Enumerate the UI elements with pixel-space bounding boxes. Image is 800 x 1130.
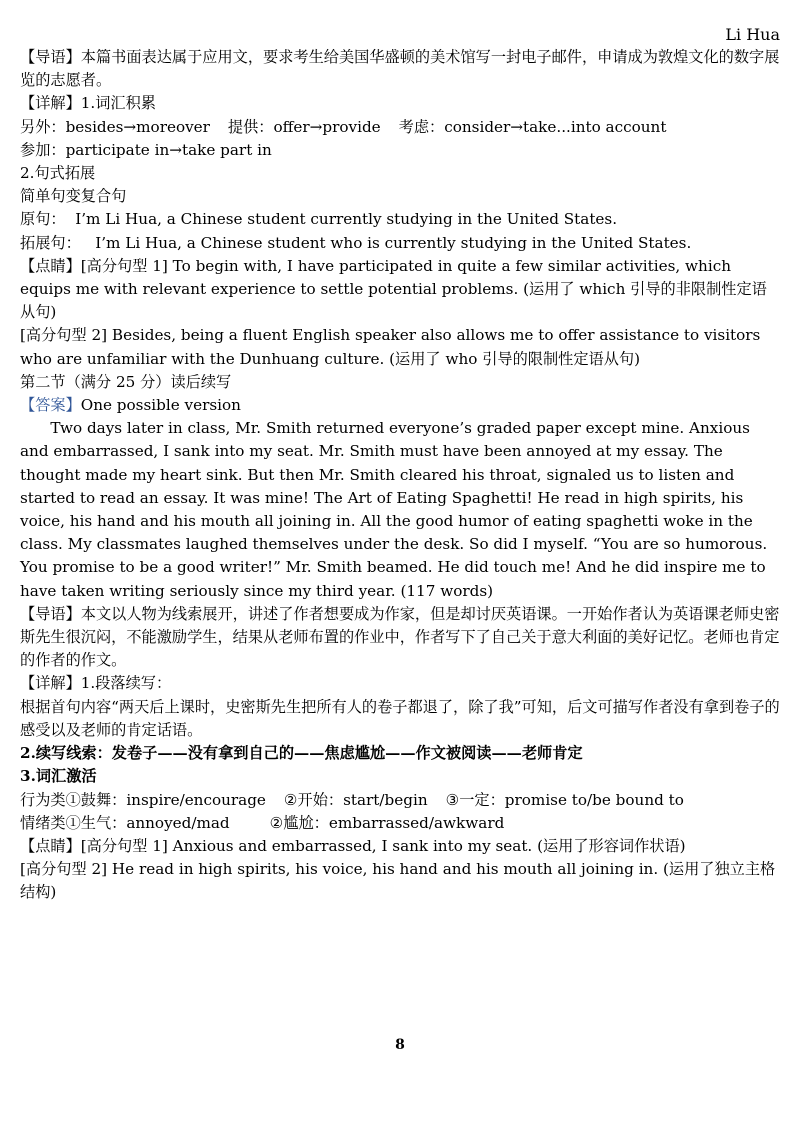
vocab-item: ②开始：start/begin	[283, 790, 428, 809]
original-label: 原句：	[20, 210, 66, 229]
detail-tag: 【详解】	[20, 94, 81, 113]
detail-heading-2: 1.段落续写：	[80, 674, 172, 693]
extended-sentence-line	[20, 232, 782, 255]
vocab-line-1	[20, 116, 782, 139]
section-title: 第二节（满分 25 分）读后续写	[20, 372, 232, 391]
subheading-complex-sentence: 简单句变复合句	[20, 187, 127, 206]
detail-heading: 1.词汇积累	[80, 94, 156, 113]
detail-text: 根据首句内容“两天后上课时，史密斯先生把所有人的卷子都退了，除了我”可知，后文可描写作者没有拿到卷子的感受以及老师的肯定话语。	[20, 697, 780, 739]
extended-label: 拓展句：	[20, 233, 81, 252]
intro-paragraph-2	[20, 603, 782, 673]
answer-line	[20, 394, 782, 417]
intro-text: 本篇书面表达属于应用文，要求考生给美国华盛顿的美术馆写一封电子邮件，申请成为敦煌文化的数字展览的志愿者。	[20, 48, 780, 90]
vocab-item: 考虑：consider→take...into account	[398, 117, 667, 136]
extended-sentence: I’m Li Hua, a Chinese student who is currently studying in the United States.	[95, 233, 692, 252]
vocab-heading-2: 3.词汇激活	[20, 767, 97, 786]
original-sentence-line	[20, 208, 782, 231]
vocab-item: 行为类①鼓舞：inspire/encourage	[20, 790, 266, 809]
highlight-text-2: [高分句型 1] Anxious and embarrassed, I sank into my seat. (运用了形容词作状语)	[80, 836, 686, 855]
vocab-item: 另外：besides→moreover	[20, 117, 210, 136]
highlight-4: [高分句型 2] He read in high spirits, his voice, his hand and his mouth all joining in. (运用了独立主格结构)	[20, 860, 776, 902]
intro-text-2: 本文以人物为线索展开，讲述了作者想要成为作家，但是却讨厌英语课。一开始作者认为英语课老师史密斯先生很沉闷，不能激励学生，结果从老师布置的作业中，作者写下了自己关于意大利面的美好记忆。老师也肯定的作者的作文。	[20, 604, 780, 670]
highlight-1	[20, 255, 782, 325]
author-name: Li Hua	[725, 25, 780, 44]
vocab-item: 提供：offer→provide	[227, 117, 381, 136]
emotion-vocab-line	[20, 812, 782, 835]
essay-paragraph: Two days later in class, Mr. Smith returned everyone’s graded paper except mine. Anxious and embarrassed, I sank into my seat. Mr. Smith must have been annoyed at my essay. The thought made my heart sink. But then Mr. Smith cleared his throat, signaled us to listen and started to read an essay. It was mine! The Art of Eating Spaghetti! He read in high spirits, his voice, his hand and his mouth all joining in. All the good humor of eating spaghetti woke in the class. My classmates laughed themselves under the desk. So did I myself. “You are so humorous. You promise to be a good writer!” Mr. Smith beamed. He did touch me! And he did inspire me to have taken writing seriously since my third year. (117 words)	[20, 419, 768, 600]
action-vocab-line	[20, 789, 782, 812]
highlight-2: [高分句型 2] Besides, being a fluent English speaker also allows me to offer assistance to visitors who are unfamiliar with the Dunhuang culture. (运用了 who 引导的限制性定语从句)	[20, 326, 761, 368]
page-number: 8	[395, 1037, 405, 1053]
answer-label: One possible version	[80, 396, 241, 415]
intro-paragraph	[20, 46, 782, 92]
vocab-item: ②尴尬：embarrassed/awkward	[269, 813, 505, 832]
document-body	[20, 46, 782, 905]
highlight-3	[20, 835, 782, 858]
highlight-tag: 【点睛】	[20, 256, 81, 275]
clue-line: 2.续写线索：发卷子——没有拿到自己的——焦虑尴尬——作文被阅读——老师肯定	[20, 744, 583, 763]
detail-line	[20, 92, 782, 115]
detail-line-2	[20, 672, 782, 695]
vocab-item: ③一定：promise to/be bound to	[445, 790, 684, 809]
highlight-tag-2: 【点睛】	[20, 836, 81, 855]
intro-tag: 【导语】	[20, 48, 81, 66]
answer-tag: 【答案】	[20, 396, 81, 415]
intro-tag-2: 【导语】	[20, 604, 81, 623]
vocab-item: 情绪类①生气：annoyed/mad	[20, 813, 230, 832]
vocab-line-2: 参加：participate in→take part in	[20, 140, 272, 159]
detail-tag-2: 【详解】	[20, 674, 81, 693]
heading-sentence-expansion: 2.句式拓展	[20, 164, 96, 183]
highlight-text: [高分句型 1] To begin with, I have participated in quite a few similar activities, which equips me with relevant experience to settle potential problems. (运用了 which 引导的非限制性定语从句)	[20, 256, 767, 322]
original-sentence: I’m Li Hua, a Chinese student currently studying in the United States.	[75, 210, 618, 229]
